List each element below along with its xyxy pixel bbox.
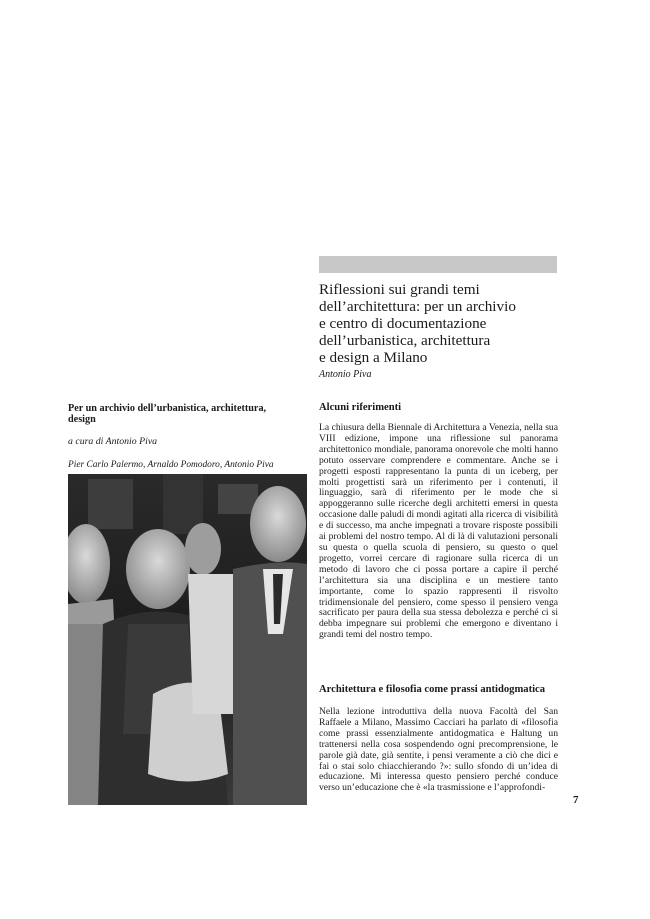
- section-heading: Architettura e filosofia come prassi antidogmatica: [319, 684, 546, 695]
- title-line: Riflessioni sui grandi temi: [319, 281, 480, 298]
- article-title: [319, 281, 569, 366]
- title-line: e design a Milano: [319, 349, 428, 366]
- page-number: 7: [573, 794, 579, 806]
- title-line: dell’architettura: per un archivio: [319, 298, 516, 315]
- header-gray-bar: [319, 256, 557, 273]
- title-line: e centro di documentazione: [319, 315, 487, 332]
- event-photo: [68, 474, 307, 805]
- photo-caption: Pier Carlo Palermo, Arnaldo Pomodoro, Antonio Piva: [68, 460, 274, 470]
- curator-credit: a cura di Antonio Piva: [68, 436, 158, 447]
- section-body: Nella lezione introduttiva della nuova Facoltà del San Raffaele a Milano, Massimo Cacciari ha parlato di «filosofia come prassi essenzialmente antidogmatica e Haltung un trattenersi nella cosa sospendendo ogni precomprensione, le parole già date, già sentite, i pensi veramente a ciò che dici e fai o stai solo chiacchierando ?»: sullo sfondo di un’idea di educazione. Mi interessa questo pensiero perché conduce verso un’educazione che è «la trasmissione e l’approfondi-: [319, 706, 558, 794]
- section-heading: Alcuni riferimenti: [319, 402, 402, 413]
- title-line: dell’urbanistica, architettura: [319, 332, 491, 349]
- left-title-line: design: [68, 414, 96, 426]
- left-column-title: [68, 403, 308, 426]
- article-author: Antonio Piva: [319, 369, 372, 380]
- section-body: La chiusura della Biennale di Architettura a Venezia, nella sua VIII edizione, impone una riflessione sul panorama architettonico mondiale, panorama onorevole che molti hanno potuto osservare comprendere e commentare. Anche se i progetti esposti rappresentano la punta di un iceberg, per molti progettisti sarà un riferimento per i contenuti, il linguaggio, sarà di riferimento per le mode che si appoggeranno sulle ricerche degli architetti emersi in questa occasione dalle paludi di mondi agitati alla ricerca di visibilità e di successo, ma anche impegnati a trovare risposte possibili ai problemi del nostro tempo. Al di là di valutazioni personali su questa o quella scuola di pensiero, su questo o quel progetto, vorrei cercare di ragionare sulla ricerca di un metodo di lavoro che ci possa portare a capire il perché l’architettura sia una disciplina e un mestiere tanto importante, come lo spazio rappresenti il risvolto tridimensionale del pensiero, come spesso il pensiero venga sacrificato per paura della sua stessa debolezza e perché ci si debba impegnare sui problemi che emergono e diventano i grandi temi del nostro tempo.: [319, 422, 558, 641]
- left-title-line: Per un archivio dell’urbanistica, architettura,: [68, 403, 267, 414]
